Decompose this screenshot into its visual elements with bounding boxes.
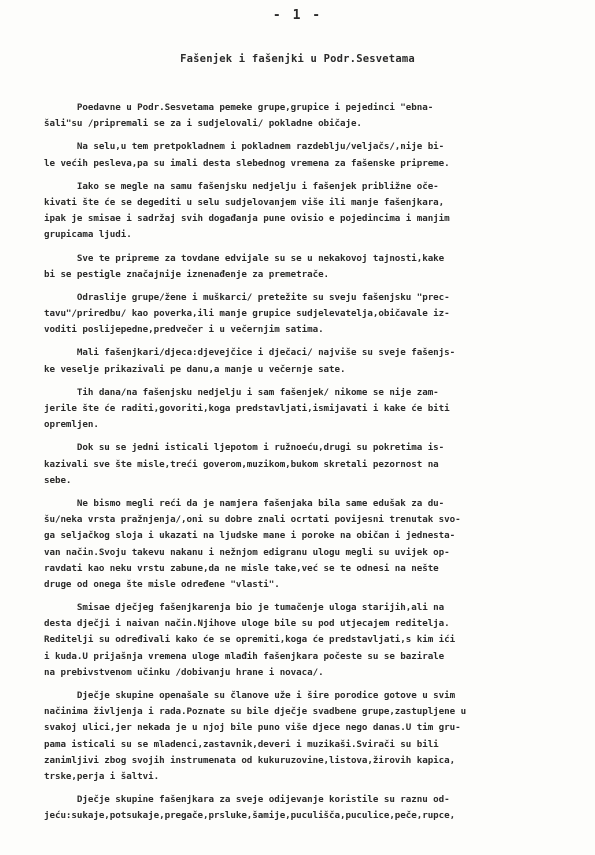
paragraph <box>44 251 584 283</box>
paragraph-gap <box>44 433 584 440</box>
text-line: šali"su /pripremali se za i sudjelovali/ pokladne običaje. <box>44 118 362 130</box>
paragraph <box>44 100 584 132</box>
paragraph <box>44 496 584 593</box>
text-line: Mali fašenjkari/djeca:djevejčice i dječaci/ najviše su sveje fašenjs- <box>44 347 456 359</box>
text-line: Na selu,u tem pretpokladnem i pokladnem razdeblju/veljačs/,nije bi- <box>44 141 445 153</box>
text-line: druge od onega šte misle određene "vlasti". <box>44 578 280 590</box>
text-line: Iako se megle na samu fašenjsku nedjelju i fašenjek približne oče- <box>44 180 439 192</box>
text-line: ravdati kao neku vrstu zabune,da ne misle take,već se te odnesi na nešte <box>44 562 439 574</box>
paragraph <box>44 792 584 824</box>
text-line: Odraslije grupe/žene i muškarci/ pretežite su sveju fašenjsku "prec- <box>44 291 450 303</box>
text-line: na prebivstvenom učinku /dobivanju hrane i novaca/. <box>44 666 324 678</box>
text-line: jerile šte će raditi,govoriti,koga predstavljati,ismijavati i kake će biti <box>44 403 450 414</box>
text-line: Dok su se jedni isticali ljepotom i ružnoeću,drugi su pokretima is- <box>44 442 445 454</box>
paragraph <box>44 179 584 244</box>
paragraph <box>44 290 584 339</box>
paragraph <box>44 385 584 434</box>
paragraph <box>44 345 584 377</box>
paragraph <box>44 600 584 681</box>
text-line: Reditelji su određivali kako će se opremiti,koga će predstavljati,s kim ići <box>44 634 456 646</box>
text-line: desta dječji i naivan način.Njihove uloge bile su pod utjecajem reditelja. <box>44 618 450 630</box>
text-line: svakoj ulici,jer nekada je u njoj bile puno više djece nego danas.U tim gru- <box>44 722 461 734</box>
text-line: šu/neka vrsta pražnjenja/,oni su dobre znali ocrtati povijesni trenutak svo- <box>44 514 461 526</box>
text-line: Smisae dječjeg fašenjkarenja bio je tumačenje uloga starijih,ali na <box>44 602 445 614</box>
paragraph-gap <box>44 785 584 792</box>
text-line: Sve te pripreme za tovdane edvijale su se u nekakovoj tajnosti,kake <box>44 252 445 264</box>
text-line: kivati šte će se degediti u selu sudjelovanjem više ili manje fašenjkara, <box>44 196 445 208</box>
paragraph-gap <box>44 244 584 251</box>
page-number: - 1 - <box>272 8 323 23</box>
text-line: ke veselje prikazivali pe danu,a manje u večernje sate. <box>44 363 346 375</box>
text-line: Tih dana/na fašenjsku nedjelju i sam fašenjek/ nikome se nije zam- <box>44 386 439 398</box>
text-line: grupicama ljudi. <box>44 229 132 241</box>
paragraph-gap <box>44 593 584 600</box>
paragraph-gap <box>44 338 584 345</box>
text-line: jeću:sukaje,potsukaje,pregače,prsluke,šamije,puculišča,puculice,peče,rupce, <box>44 810 456 822</box>
text-line: kazivali sve šte misle,treći goverom,muzikom,bukom skretali pezornost na <box>44 458 439 470</box>
document-body <box>44 100 584 825</box>
text-line: Dječje skupine openašale su članove uže i šire porodice gotove u svim <box>44 690 456 701</box>
paragraph-gap <box>44 681 584 688</box>
text-line: opremljen. <box>44 419 99 431</box>
text-line: van način.Svoju takevu nakanu i nežnjom edigranu ulogu megli su uvijek op- <box>44 546 450 558</box>
text-line: ga seljačkog sloja i ukazati na ljudske mane i poroke na običan i jednesta- <box>44 530 456 542</box>
text-line: ipak je smisae i sadržaj svih događanja pune ovisio e pojedincima i manjim <box>44 213 450 225</box>
paragraph-gap <box>44 172 584 179</box>
text-line: Poedavne u Podr.Sesvetama pemeke grupe,grupice i pejedinci "ebna- <box>44 102 434 113</box>
paragraph <box>44 139 584 171</box>
text-line: pama isticali su se mladenci,zastavnik,deveri i muzikaši.Svirači su bili <box>44 738 439 750</box>
text-line: zanimljivi zbog svojih instrumenata od kukuruzovine,listova,žirovih kapica, <box>44 754 456 766</box>
document-title: Fašenjek i fašenjki u Podr.Sesvetama <box>180 53 415 65</box>
text-line: le većih pesleva,pa su imali desta slebednog vremena za fašenske pripreme. <box>44 157 450 169</box>
text-line: voditi poslijepedne,predvečer i u večernjim satima. <box>44 324 324 336</box>
text-line: načinima življenja i rada.Poznate su bile dječje svadbene grupe,zastupljene u <box>44 706 467 718</box>
text-line: bi se pestigle značajnije iznenađenje za premetrače. <box>44 268 330 280</box>
text-line: Ne bismo megli reći da je namjera fašenjaka bila same edušak za du- <box>44 497 445 509</box>
paragraph-gap <box>44 132 584 139</box>
paragraph <box>44 688 584 785</box>
paragraph-gap <box>44 489 584 496</box>
text-line: trske,perja i šaltvi. <box>44 770 160 782</box>
text-line: i kuda.U prijašnja vremena uloge mlađih fašenjkara počeste su se bazirale <box>44 650 445 662</box>
text-line: tavu"/priredbu/ kao poverka,ili manje grupice sudjelevatelja,običavale iz- <box>44 308 450 320</box>
paragraph-gap <box>44 378 584 385</box>
text-line: sebe. <box>44 474 72 486</box>
paragraph <box>44 440 584 489</box>
paragraph-gap <box>44 283 584 290</box>
text-line: Dječje skupine fašenjkara za sveje odijevanje koristile su raznu od- <box>44 794 450 806</box>
